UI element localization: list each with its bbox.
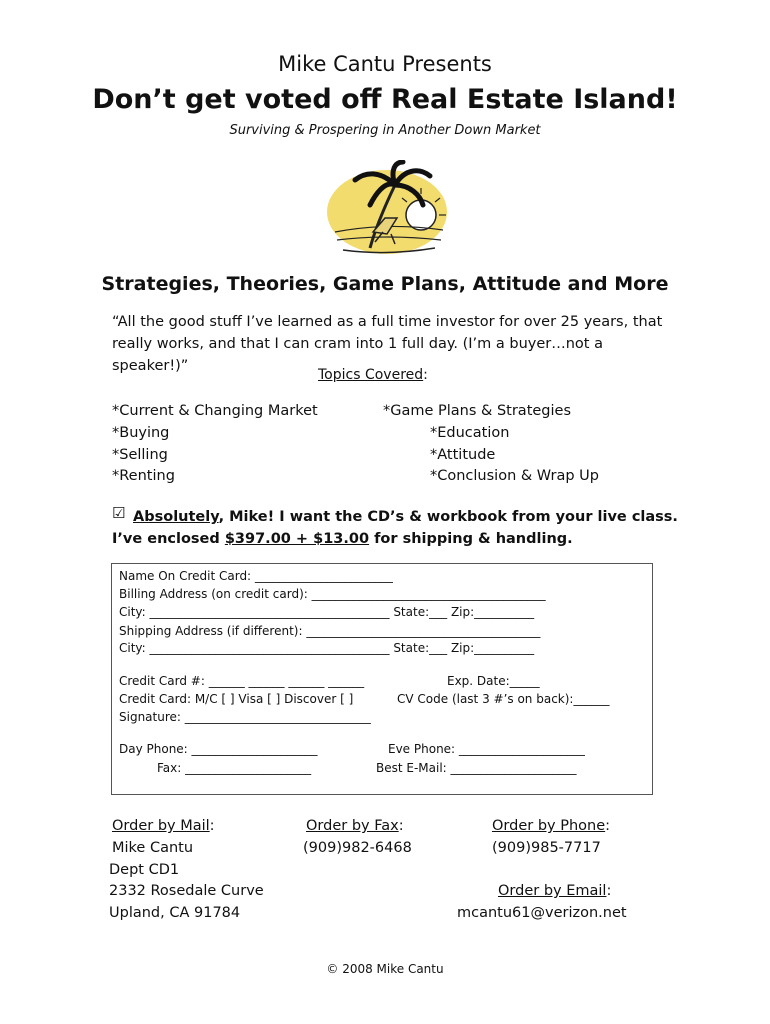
day-phone-field[interactable]: Day Phone: _____________________ [119,742,318,756]
order-statement-line2-prefix: I’ve enclosed [112,531,225,547]
topic-right-2: *Education [430,425,510,441]
order-by-email-label-text: Order by Email [498,883,607,899]
topic-left-3: *Selling [112,447,168,463]
topic-left-2: *Buying [112,425,170,441]
mail-line-3: 2332 Rosedale Curve [109,883,264,899]
billing-address-field[interactable]: Billing Address (on credit card): _______________________________________ [119,587,546,601]
signature-field[interactable]: Signature: _______________________________ [119,710,371,724]
mail-line-1: Mike Cantu [112,840,194,856]
copyright-text: © 2008 Mike Cantu [326,962,444,976]
order-statement-line1-rest: , Mike! I want the CD’s & workbook from your live class. [218,509,678,525]
exp-date-field[interactable]: Exp. Date:_____ [447,674,540,688]
mail-line-2: Dept CD1 [109,862,180,878]
page-title: Don’t get voted off Real Estate Island! [92,84,678,115]
email-address[interactable]: mcantu61@verizon.net [457,905,627,921]
order-by-mail-label: Order by Mail: [112,818,215,834]
order-by-mail-label-text: Order by Mail [112,818,210,834]
order-by-phone-label-text: Order by Phone [492,818,606,834]
order-statement-line2 [112,531,573,547]
topics-label-text: Topics Covered [318,367,424,383]
section-heading: Strategies, Theories, Game Plans, Attitude and More [101,273,669,295]
order-statement-line1 [133,509,678,525]
mail-line-4: Upland, CA 91784 [109,905,241,921]
presenter-line: Mike Cantu Presents [278,52,492,76]
quote-text: “All the good stuff I’ve learned as a full time investor for over 25 years, that really works, and that I can cram into 1 full day. (I’m a buyer…not a speaker!)” [112,314,663,374]
absolutely-text: Absolutely [133,509,219,525]
page-subtitle: Surviving & Prospering in Another Down Market [229,123,541,138]
eve-phone-field[interactable]: Eve Phone: _____________________ [388,742,585,756]
best-email-field[interactable]: Best E-Mail: _____________________ [376,761,577,775]
shipping-city-field[interactable]: City: ________________________________________ State:___ Zip:__________ [119,641,535,655]
topic-left-4: *Renting [112,468,175,484]
phone-number: (909)985-7717 [492,840,601,856]
billing-city-field[interactable]: City: ________________________________________ State:___ Zip:__________ [119,605,535,619]
topic-right-3: *Attitude [430,447,496,463]
fax-field[interactable]: Fax: _____________________ [157,761,312,775]
topic-left-1: *Current & Changing Market [112,403,318,419]
order-statement-line2-suffix: for shipping & handling. [369,531,573,547]
name-on-card-field[interactable]: Name On Credit Card: _______________________ [119,569,393,583]
order-by-phone-label: Order by Phone: [492,818,611,834]
order-by-email-label: Order by Email: [498,883,612,899]
order-by-fax-label: Order by Fax: [306,818,404,834]
fax-number: (909)982-6468 [303,840,412,856]
credit-card-number-field[interactable]: Credit Card #: ______ ______ ______ ______ [119,674,365,688]
topics-label: Topics Covered: [318,367,428,383]
cv-code-field[interactable]: CV Code (last 3 #’s on back):______ [397,692,610,706]
topic-right-4: *Conclusion & Wrap Up [430,468,599,484]
card-type-field[interactable]: Credit Card: M/C [ ] Visa [ ] Discover [ ] [119,692,354,706]
amount-text: $397.00 + $13.00 [224,531,370,547]
checkmark-icon: ☑ [112,504,126,522]
shipping-address-field[interactable]: Shipping Address (if different): _______________________________________ [119,624,541,638]
order-by-fax-label-text: Order by Fax [306,818,399,834]
palm-tree-beach-illustration [325,160,450,260]
topic-right-1: *Game Plans & Strategies [383,403,572,419]
